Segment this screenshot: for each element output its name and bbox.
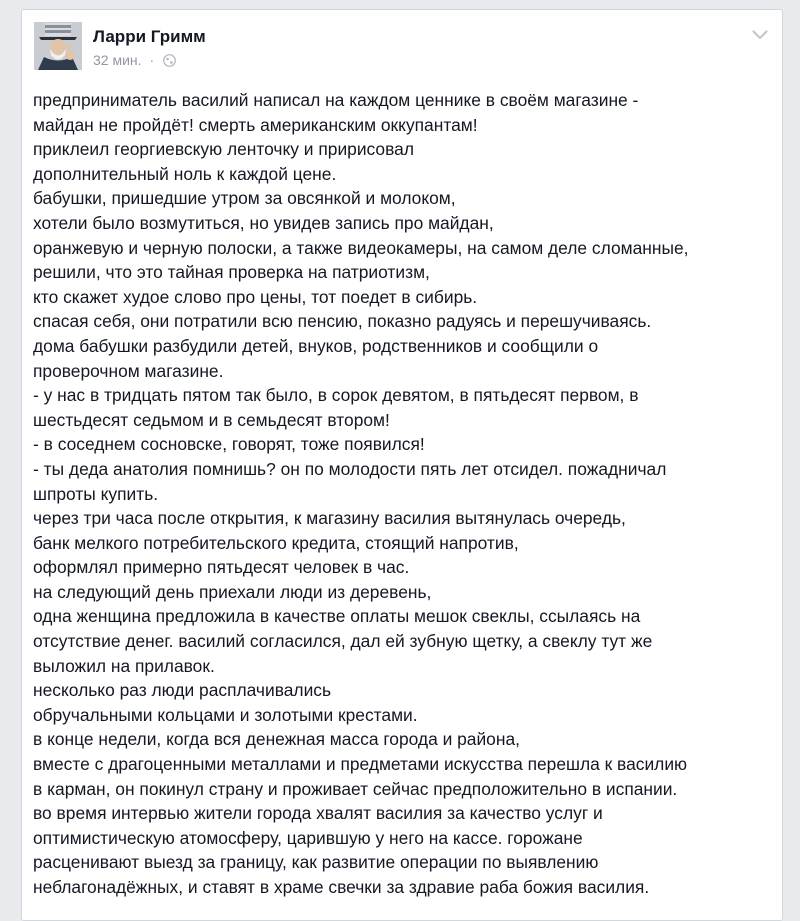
post-text-line: шестьдесят седьмом и в семьдесят втором!	[33, 409, 390, 430]
meta-separator: ·	[149, 52, 155, 68]
post-card	[21, 9, 783, 921]
post-text-line: оформлял примерно пятьдесят человек в час.	[33, 557, 410, 578]
post-timestamp[interactable]: 32 мин.	[93, 52, 142, 68]
post-text-line: в конце недели, когда вся денежная масса города и района,	[33, 729, 520, 750]
post-text-line: отсутствие денег. василий согласился, дал ей зубную щетку, а свеклу тут же	[33, 631, 653, 652]
post-text-line: через три часа после открытия, к магазину василия вытянулась очередь,	[33, 508, 626, 529]
post-text-line: - ты деда анатолия помнишь? он по молодости пять лет отсидел. пожадничал	[33, 458, 667, 479]
post-text-line: кто скажет худое слово про цены, тот поедет в сибирь.	[33, 286, 478, 307]
post-text-line: выложил на прилавок.	[33, 655, 215, 676]
post-text-line: проверочном магазине.	[33, 360, 224, 381]
globe-icon[interactable]	[163, 54, 176, 67]
post-text-line: дома бабушки разбудили детей, внуков, родственников и сообщили о	[33, 335, 599, 356]
post-text-line: расценивают выезд за границу, как развитие операции по выявлению	[33, 852, 599, 873]
avatar[interactable]	[34, 22, 82, 70]
post-text-line: хотели было возмутиться, но увидев запись про майдан,	[33, 212, 494, 233]
post-text-line: - в соседнем сосновске, говорят, тоже появился!	[33, 434, 425, 455]
post-text-line: майдан не пройдёт! смерть американским оккупантам!	[33, 114, 478, 135]
post-text-line: бабушки, пришедшие утром за овсянкой и молоком,	[33, 188, 456, 209]
post-text-line: спасая себя, они потратили всю пенсию, показно радуясь и перешучиваясь.	[33, 311, 652, 332]
post-text-line: дополнительный ноль к каждой цене.	[33, 163, 337, 184]
post-meta	[93, 52, 176, 68]
post-text-line: вместе с драгоценными металлами и предметами искусства перешла к василию	[33, 754, 688, 775]
chevron-down-icon[interactable]	[752, 28, 768, 40]
post-text-line: - у нас в тридцать пятом так было, в сорок девятом, в пятьдесят первом, в	[33, 385, 639, 406]
post-text-line: обручальными кольцами и золотыми крестами.	[33, 704, 418, 725]
post-text	[33, 88, 778, 900]
post-text-line: оптимистическую атомосферу, царившую у него на кассе. горожане	[33, 827, 583, 848]
post-text-line: решили, что это тайная проверка на патриотизм,	[33, 262, 430, 283]
post-text-line: на следующий день приехали люди из деревень,	[33, 581, 432, 602]
post-text-line: несколько раз люди расплачивались	[33, 680, 332, 701]
post-text-line: предприниматель василий написал на каждом ценнике в своём магазине -	[33, 90, 639, 110]
post-text-line: неблагонадёжных, и ставят в храме свечки за здравие раба божия василия.	[33, 877, 650, 897]
post-text-line: в карман, он покинул страну и проживает сейчас предположительно в испании.	[33, 778, 678, 799]
post-text-line: приклеил георгиевскую ленточку и пририсовал	[33, 139, 414, 160]
post-text-line: шпроты купить.	[33, 483, 159, 504]
post-text-line: во время интервью жители города хвалят василия за качество услуг и	[33, 803, 603, 824]
author-name[interactable]: Ларри Гримм	[93, 27, 206, 46]
post-text-line: одна женщина предложила в качестве оплаты мешок свеклы, ссылаясь на	[33, 606, 641, 627]
post-text-line: оранжевую и черную полоски, а также видеокамеры, на самом деле сломанные,	[33, 237, 689, 258]
post-text-line: банк мелкого потребительского кредита, стоящий напротив,	[33, 532, 519, 553]
